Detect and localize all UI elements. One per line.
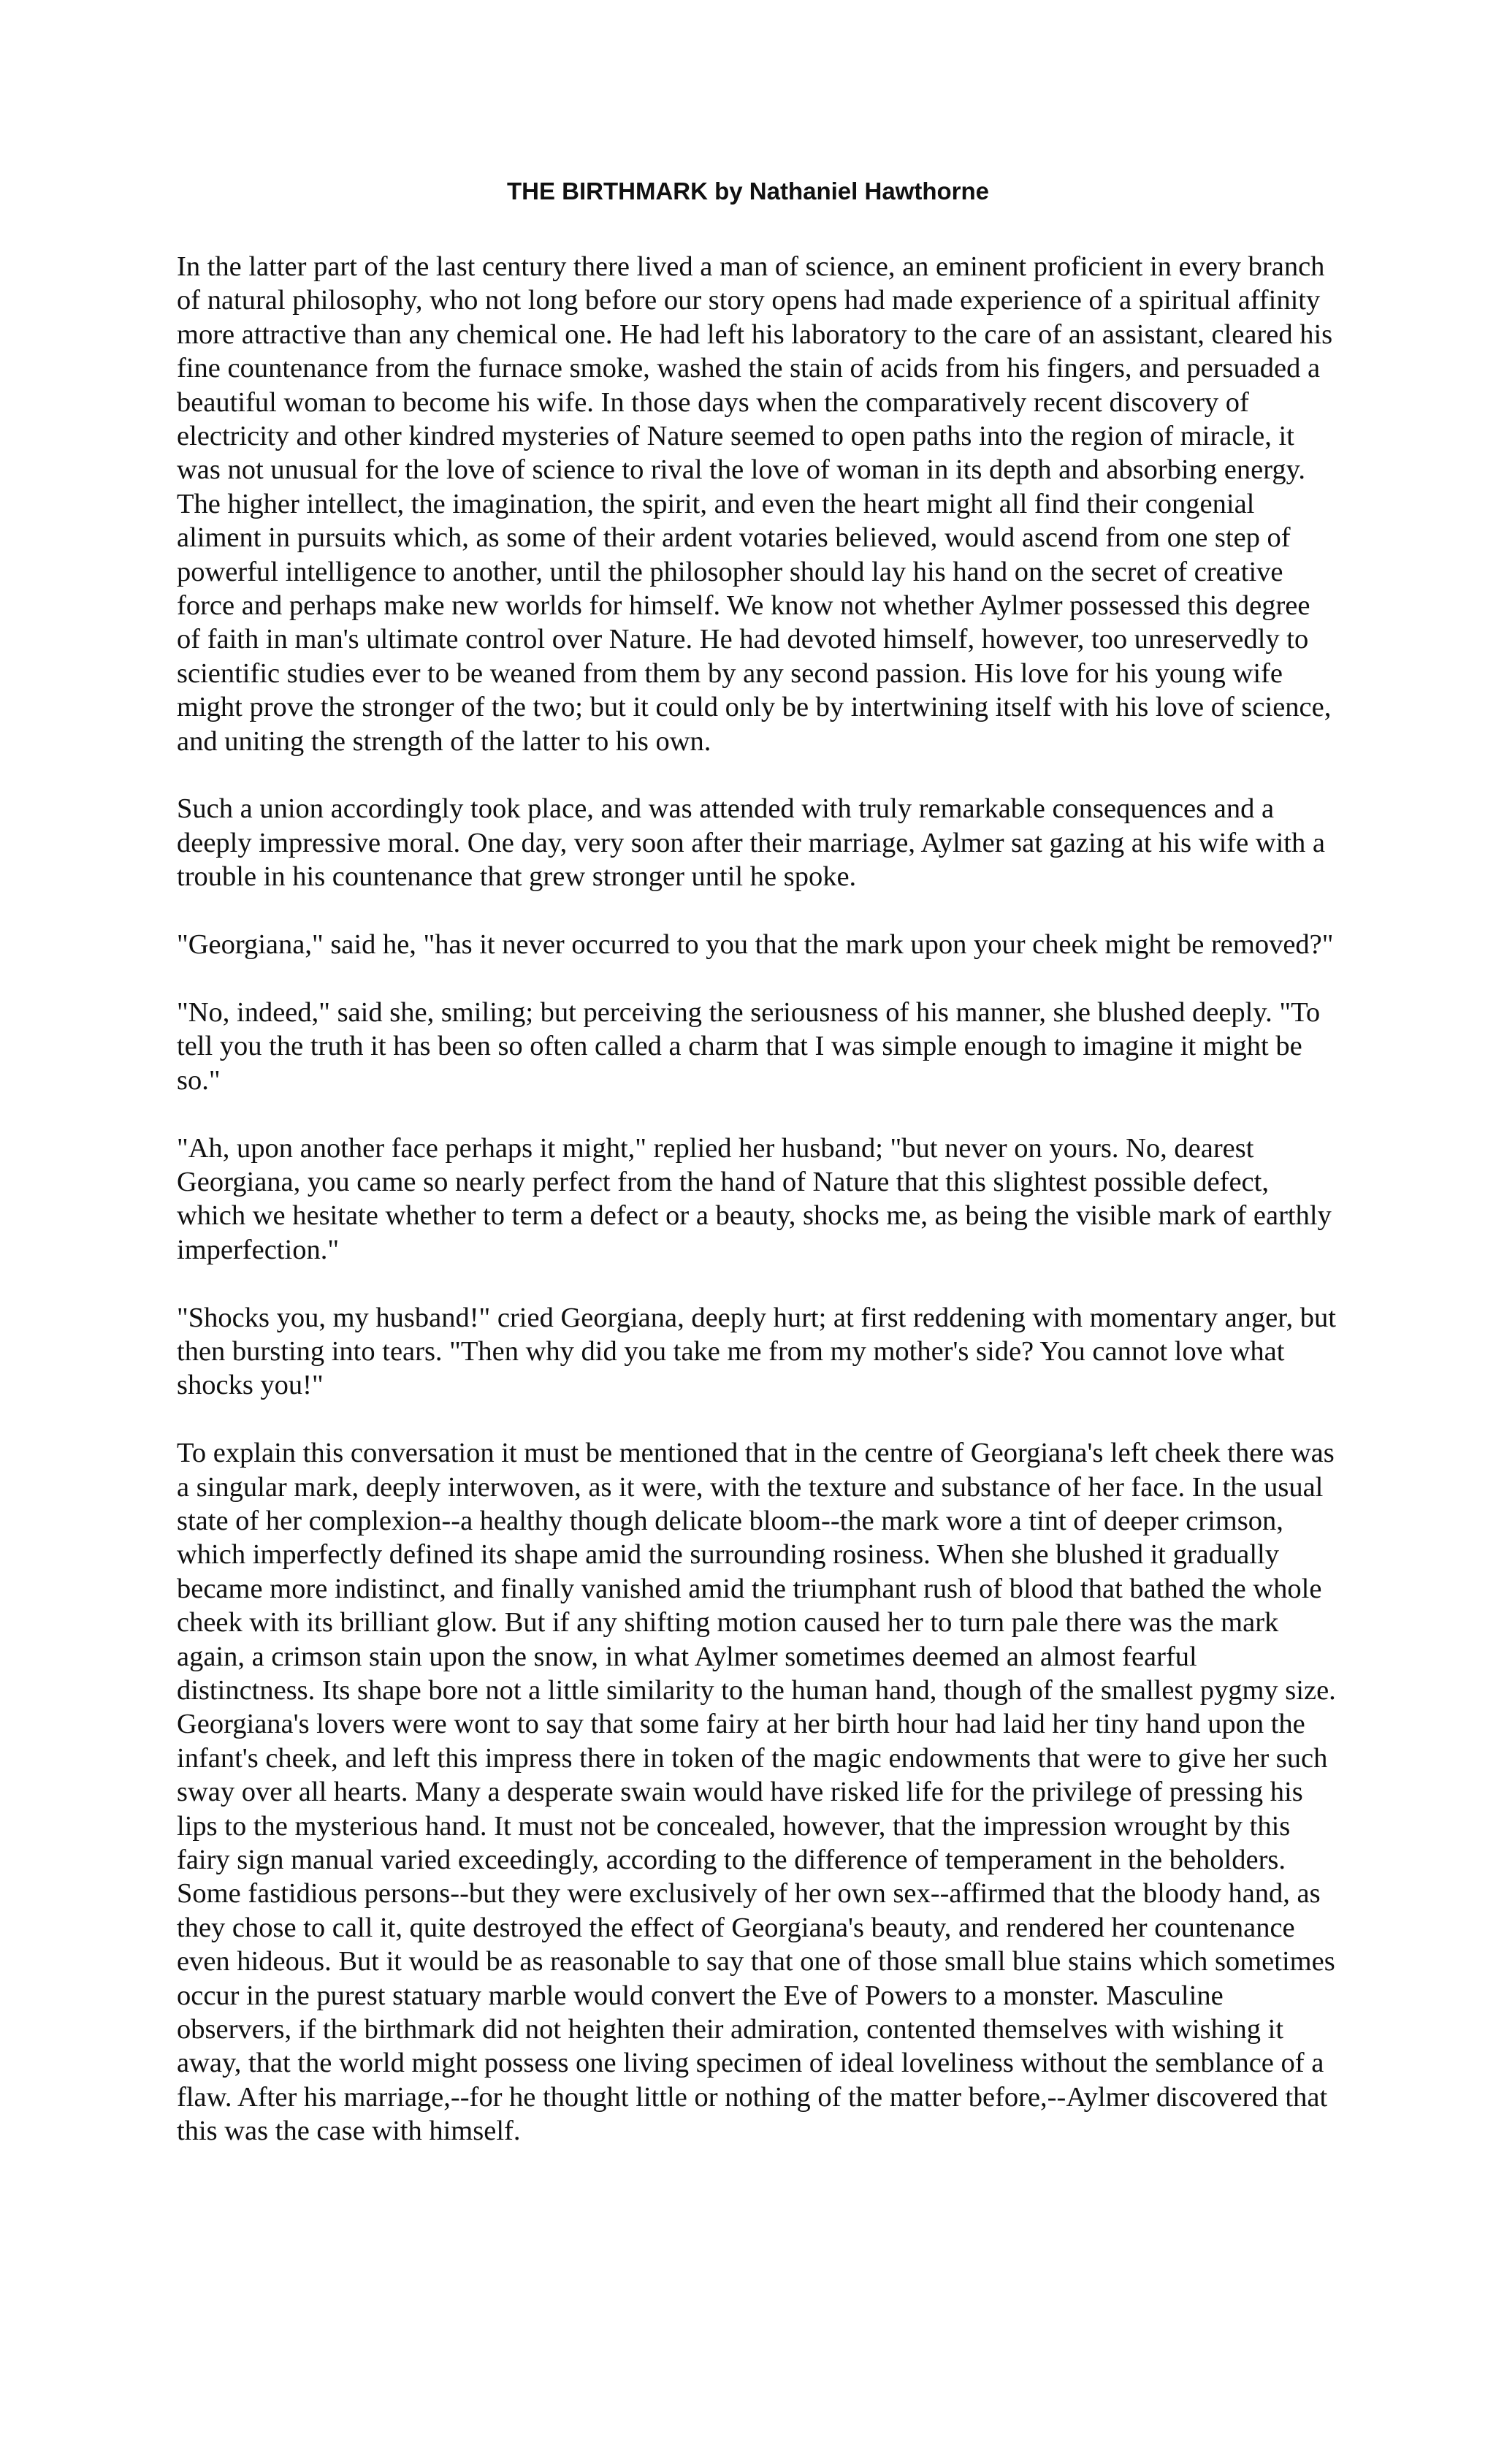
- paragraph-1: In the latter part of the last century there lived a man of science, an eminent proficient in every branch of natural philosophy, who not long before our story opens had made experience of a spiritual affinity more attractive than any chemical one. He had left his laboratory to the care of an assistant, cleared his fine countenance from the furnace smoke, washed the stain of acids from his fingers, and persuaded a beautiful woman to become his wife. In those days when the comparatively recent discovery of electricity and other kindred mysteries of Nature seemed to open paths into the region of miracle, it was not unusual for the love of science to rival the love of woman in its depth and absorbing energy. The higher intellect, the imagination, the spirit, and even the heart might all find their congenial aliment in pursuits which, as some of their ardent votaries believed, would ascend from one step of powerful intelligence to another, until the philosopher should lay his hand on the secret of creative force and perhaps make new worlds for himself. We know not whether Aylmer possessed this degree of faith in man's ultimate control over Nature. He had devoted himself, however, too unreservedly to scientific studies ever to be weaned from them by any second passion. His love for his young wife might prove the stronger of the two; but it could only be by intertwining itself with his love of science, and uniting the strength of the latter to his own.: [177, 251, 1333, 757]
- paragraph-5: "Ah, upon another face perhaps it might," replied her husband; "but never on yours. No, dearest Georgiana, you came so nearly perfect from the hand of Nature that this slightest possible defect, which we hesitate whether to term a defect or a beauty, shocks me, as being the visible mark of earthly imperfection.": [177, 1132, 1332, 1265]
- paragraph-3: "Georgiana," said he, "has it never occurred to you that the mark upon your cheek might be removed?": [177, 929, 1334, 961]
- document-title: THE BIRTHMARK by Nathaniel Hawthorne: [506, 178, 990, 205]
- document-body: [177, 250, 1338, 2182]
- paragraph-7: To explain this conversation it must be mentioned that in the centre of Georgiana's left cheek there was a singular mark, deeply interwoven, as it were, with the texture and substance of her face. In the usual state of her complexion--a healthy though delicate bloom--the mark wore a tint of deeper crimson, which imperfectly defined its shape amid the surrounding rosiness. When she blushed it gradually became more indistinct, and finally vanished amid the triumphant rush of blood that bathed the whole cheek with its brilliant glow. But if any shifting motion caused her to turn pale there was the mark again, a crimson stain upon the snow, in what Aylmer sometimes deemed an almost fearful distinctness. Its shape bore not a little similarity to the human hand, though of the smallest pygmy size. Georgiana's lovers were wont to say that some fairy at her birth hour had laid her tiny hand upon the infant's cheek, and left this impress there in token of the magic endowments that were to give her such sway over all hearts. Many a desperate swain would have risked life for the privilege of pressing his lips to the mysterious hand. It must not be concealed, however, that the impression wrought by this fairy sign manual varied exceedingly, according to the difference of temperament in the beholders. Some fastidious persons--but they were exclusively of her own sex--affirmed that the bloody hand, as they chose to call it, quite destroyed the effect of Georgiana's beauty, and rendered her countenance even hideous. But it would be as reasonable to say that one of those small blue stains which sometimes occur in the purest statuary marble would convert the Eve of Powers to a monster. Masculine observers, if the birthmark did not heighten their admiration, contented themselves with wishing it away, that the world might possess one living specimen of ideal loveliness without the semblance of a flaw. After his marriage,--for he thought little or nothing of the matter before,--Aylmer discovered that this was the case with himself.: [177, 1438, 1336, 2147]
- paragraph-6: "Shocks you, my husband!" cried Georgiana, deeply hurt; at first reddening with momentary anger, but then bursting into tears. "Then why did you take me from my mother's side? You cannot love what shocks you!": [177, 1302, 1336, 1401]
- paragraph-4: "No, indeed," said she, smiling; but perceiving the seriousness of his manner, she blushed deeply. "To tell you the truth it has been so often called a charm that I was simple enough to imagine it might be so.": [177, 996, 1321, 1096]
- paragraph-2: Such a union accordingly took place, and was attended with truly remarkable consequences and a deeply impressive moral. One day, very soon after their marriage, Aylmer sat gazing at his wife with a trouble in his countenance that grew stronger until he spoke.: [177, 793, 1325, 893]
